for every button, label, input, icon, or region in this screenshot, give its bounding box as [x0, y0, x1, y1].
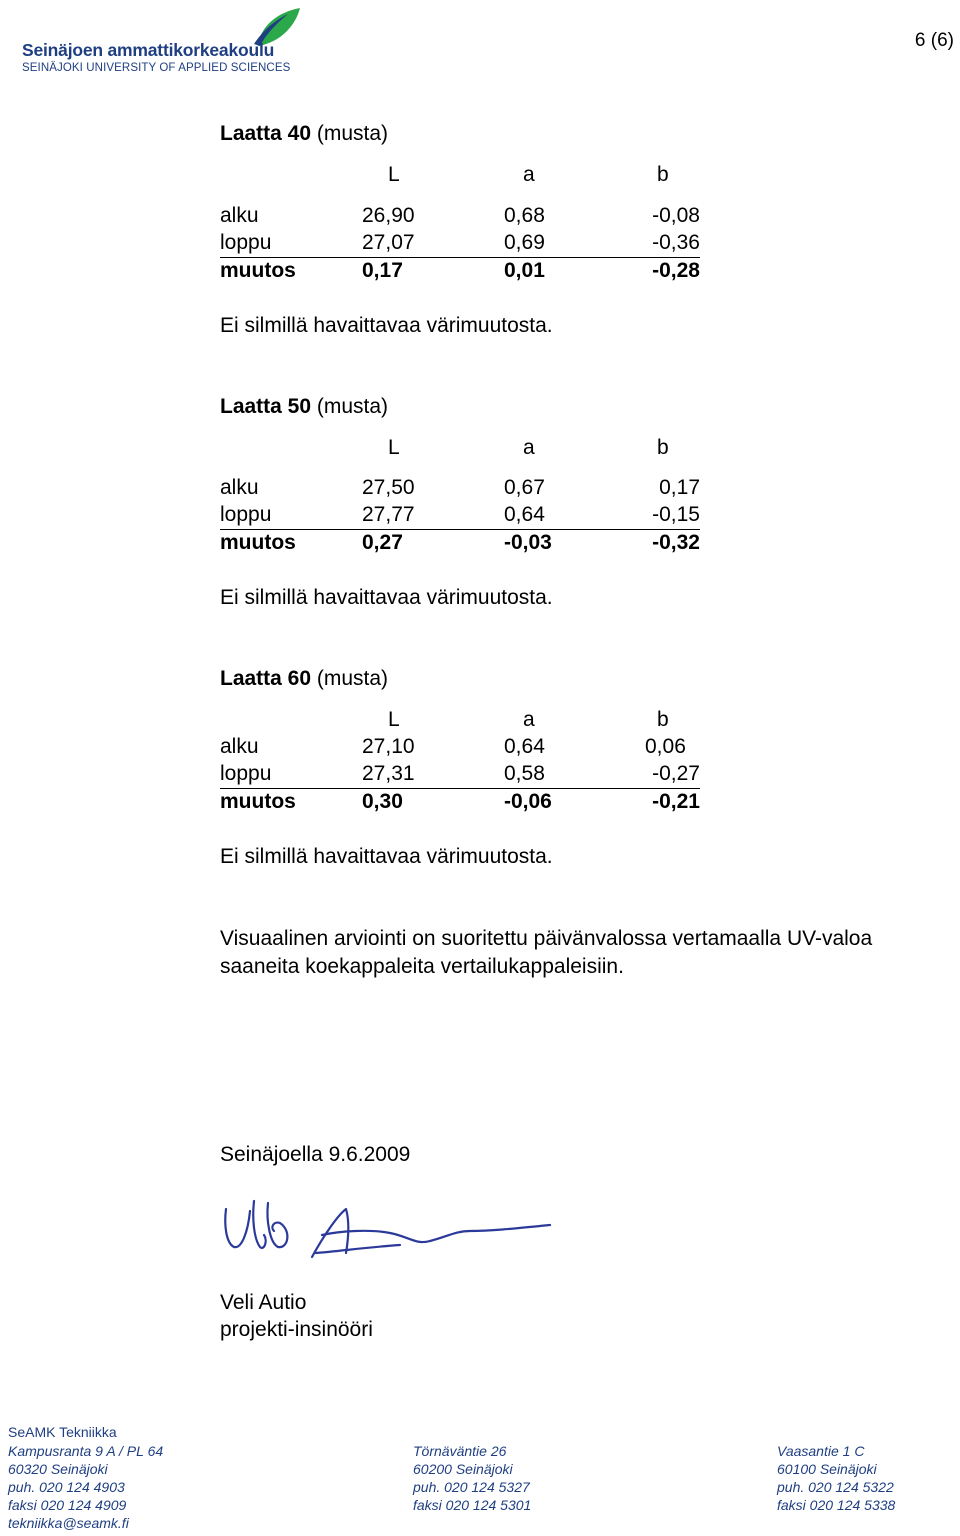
footer-address-3: Vaasantie 1 C 60100 Seinäjoki puh. 020 124 5322 faksi 020 124 5338 — [777, 1443, 896, 1513]
footer — [0, 1424, 960, 1536]
column-headers — [220, 708, 700, 734]
col-header-a: a — [523, 708, 535, 731]
org-name: Seinäjoen ammattikorkeakoulu — [22, 40, 275, 60]
section-title: Laatta 50 (musta) — [220, 395, 389, 418]
signature-image — [220, 1195, 565, 1265]
footer-address-2: Törnäväntie 26 60200 Seinäjoki puh. 020 124 5327 faksi 020 124 5301 — [413, 1443, 532, 1513]
paragraph: Visuaalinen arviointi on suoritettu päivänvalossa vertamaalla UV-valoa saaneita koekappaleita vertailukappaleisiin. — [220, 927, 873, 978]
col-header-b: b — [657, 163, 669, 186]
col-header-a: a — [523, 163, 535, 186]
section-title: Laatta 40 (musta) — [220, 122, 389, 145]
col-header-L: L — [388, 436, 400, 459]
col-header-b: b — [657, 708, 669, 731]
section-note: Ei silmillä havaittavaa värimuutosta. — [220, 586, 553, 609]
table-row: loppu 27,31 0,58 -0,27 — [220, 762, 700, 788]
section-title: Laatta 60 (musta) — [220, 667, 389, 690]
column-headers — [220, 163, 700, 189]
footer-address-1: Kampusranta 9 A / PL 64 60320 Seinäjoki puh. 020 124 4903 faksi 020 124 4909 tekniikka@seamk.fi — [8, 1443, 164, 1531]
footer-email-link[interactable]: tekniikka@seamk.fi — [8, 1515, 129, 1531]
col-header-b: b — [657, 436, 669, 459]
column-headers — [220, 436, 700, 462]
table-row-total: muutos 0,30 -0,06 -0,21 — [220, 790, 700, 813]
page-number: 6 (6) — [914, 30, 954, 51]
footer-title: SeAMK Tekniikka — [8, 1424, 117, 1440]
signer-role: projekti-insinööri — [220, 1318, 373, 1341]
place-date: Seinäjoella 9.6.2009 — [220, 1143, 411, 1166]
table-row: loppu 27,07 0,69 -0,36 — [220, 231, 700, 257]
section-note: Ei silmillä havaittavaa värimuutosta. — [220, 845, 553, 868]
logo — [20, 6, 310, 74]
table-row: alku 27,50 0,67 0,17 — [220, 476, 700, 499]
table-row-total: muutos 0,27 -0,03 -0,32 — [220, 531, 700, 554]
signer-name: Veli Autio — [220, 1291, 307, 1314]
col-header-L: L — [388, 708, 400, 731]
table-row-total: muutos 0,17 0,01 -0,28 — [220, 259, 700, 282]
table-row: alku 26,90 0,68 -0,08 — [220, 204, 700, 227]
col-header-a: a — [523, 436, 535, 459]
section-note: Ei silmillä havaittavaa värimuutosta. — [220, 314, 553, 337]
table-row: alku 27,10 0,64 0,06 — [220, 735, 686, 758]
table-row: loppu 27,77 0,64 -0,15 — [220, 503, 700, 529]
org-subtitle: SEINÄJOKI UNIVERSITY OF APPLIED SCIENCES — [22, 62, 291, 74]
col-header-L: L — [388, 163, 400, 186]
